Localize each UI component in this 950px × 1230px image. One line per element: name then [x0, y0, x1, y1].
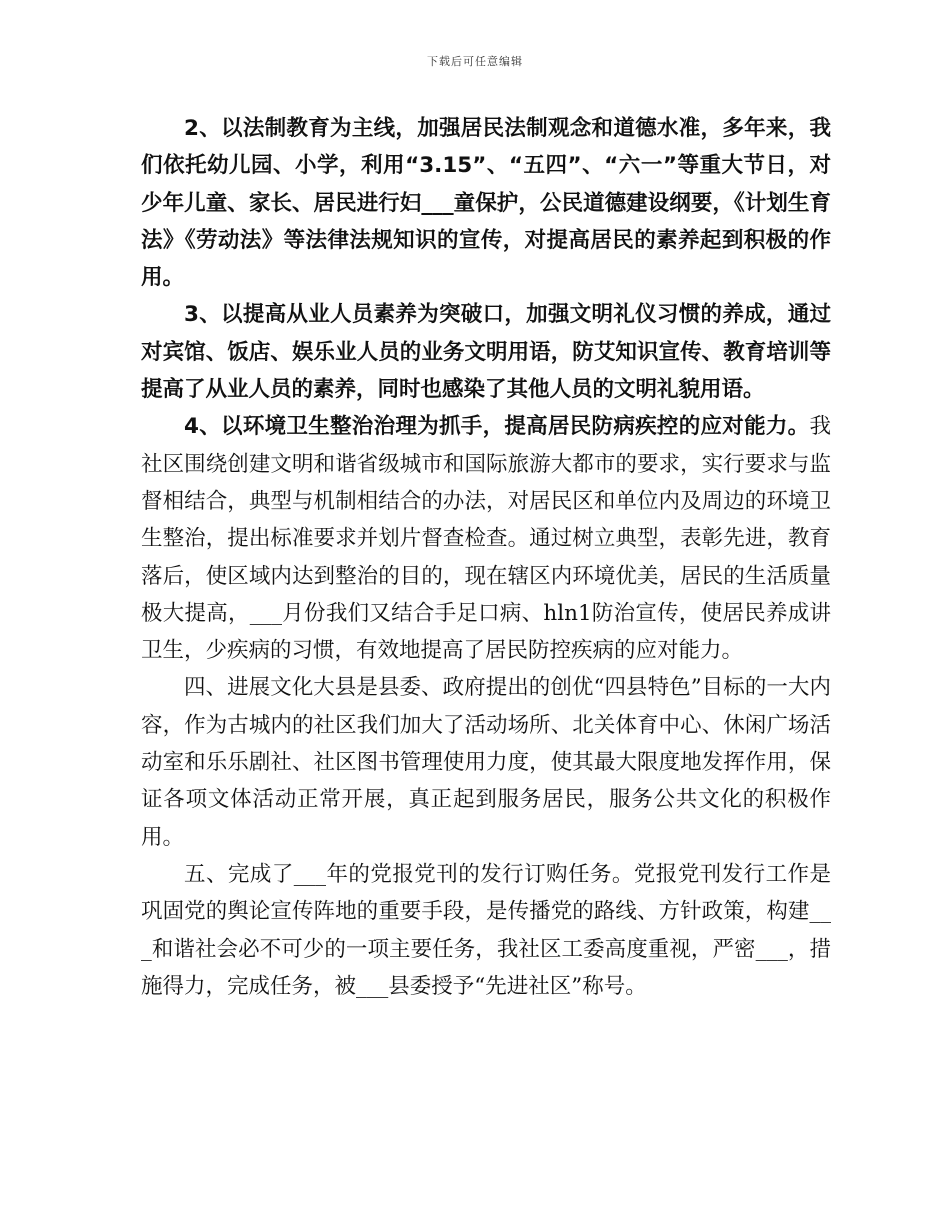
paragraph-staff-etiquette: 3、以提高从业人员素养为突破口，加强文明礼仪习惯的养成，通过对宾馆、饭店、娱乐业人员的业务文明用语，防艾知识宣传、教育培训等提高了从业人员的素养，同时也感染了其他人员的文明礼貌用语。	[141, 302, 831, 403]
paragraph-environment-hygiene	[141, 408, 831, 669]
paragraph-party-press: 五、完成了___年的党报党刊的发行订购任务。党报党刊发行工作是巩固党的舆论宣传阵地的重要手段，是传播党的路线、方针政策，构建___和谐社会必不可少的一项主要任务，我社区工委高度重视，严密___，措施得力，完成任务，被___县委授予“先进社区”称号。	[141, 861, 831, 999]
document-body	[141, 110, 831, 1005]
page-header-note: 下载后可任意编辑	[427, 55, 523, 68]
paragraph-culture-county: 四、进展文化大县是县委、政府提出的创优“四县特色”目标的一大内容，作为古城内的社区我们加大了活动场所、北关体育中心、休闲广场活动室和乐乐剧社、社区图书管理使用力度，使其最大限度地发挥作用，保证各项文体活动正常开展，真正起到服务居民，服务公共文化的积极作用。	[141, 675, 831, 850]
paragraph-body: 我社区围绕创建文明和谐省级城市和国际旅游大都市的要求，实行要求与监督相结合，典型与机制相结合的办法，对居民区和单位内及周边的环境卫生整治，提出标准要求并划片督查检查。通过树立典型，表彰先进，教育落后，使区域内达到整治的目的，现在辖区内环境优美，居民的生活质量极大提高，___月份我们又结合手足口病、hln1防治宣传，使居民养成讲卫生，少疾病的习惯，有效地提高了居民防控疾病的应对能力。	[141, 414, 831, 664]
paragraph-legal-education: 2、以法制教育为主线，加强居民法制观念和道德水准，多年来，我们依托幼儿园、小学，利用“3.15”、“五四”、“六一”等重大节日，对少年儿童、家长、居民进行妇___童保护，公民道德建设纲要，《计划生育法》《劳动法》等法律法规知识的宣传，对提高居民的素养起到积极的作用。	[141, 116, 831, 291]
paragraph-heading: 4、以环境卫生整治治理为抓手，提高居民防病疾控的应对能力。	[184, 414, 810, 440]
